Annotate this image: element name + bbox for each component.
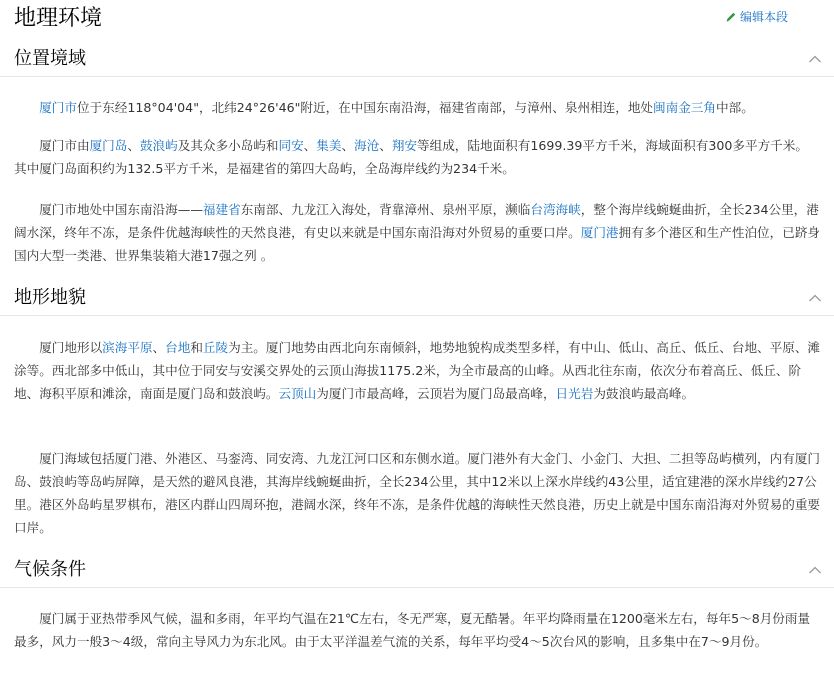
text-run: 为鼓浪屿最高峰。 — [593, 386, 695, 401]
paragraph — [14, 198, 820, 267]
paragraph — [14, 134, 820, 180]
text-run: 、 — [127, 138, 140, 153]
section-title: 气候条件 — [14, 559, 86, 580]
text-run: 位于东经118°04'04"，北纬24°26'46"附近，在中国东南沿海，福建省南部，与漳州、泉州相连，地处 — [76, 100, 654, 115]
text-run: 、 — [379, 138, 392, 153]
page-title: 地理环境 — [14, 6, 103, 31]
section-header-climate — [0, 555, 834, 588]
text-run: 等组成，陆地面积有1699.39平方千米，海域面积有300多平方千米。其中厦门岛面积约为132.5平方千米，是福建省的第四大岛屿，全岛海岸线约为234千米。 — [14, 138, 808, 176]
inline-link[interactable]: 翔安 — [391, 138, 417, 153]
inline-link[interactable]: 厦门市 — [39, 100, 77, 115]
inline-link[interactable]: 福建省 — [202, 202, 241, 217]
chevron-up-icon[interactable] — [808, 291, 822, 305]
text-run: 厦门海域包括厦门港、外港区、马銮湾、同安湾、九龙江河口区和东侧水道。厦门港外有大金门、小金门、大担、二担等岛屿横列，内有厦门岛、鼓浪屿等岛屿屏障，是天然的避风良港，其海岸线蜿蜒曲折，全长234公里，其中12米以上深水岸线约43公里，适宜建港的深水岸线约27公里。港区外岛屿星罗棋布，港区内群山四周环抱，港阔水深，终年不冻，是条件优越的海峡性天然良港，历史上就是中国东南沿海对外贸易的重要口岸。 — [14, 451, 820, 535]
paragraph — [14, 607, 820, 653]
paragraph — [14, 96, 820, 119]
edit-section-link[interactable] — [725, 8, 788, 26]
inline-link[interactable]: 厦门岛 — [89, 138, 128, 153]
text-run: 中部。 — [716, 100, 754, 115]
inline-link[interactable]: 日光岩 — [555, 386, 594, 401]
pencil-icon — [725, 11, 737, 23]
text-run: 为主。厦门地势由西北向东南倾斜，地势地貌构成类型多样，有中山、低山、高丘、低丘、台地、平原、滩涂等。西北部多中低山，其中位于同安与安溪交界处的云顶山海拔1175.2米，为全市最高的山峰。从西北往东南，依次分布着高丘、低丘、阶地、海积平原和滩涂，南面是厦门岛和鼓浪屿。 — [14, 340, 820, 401]
inline-link[interactable]: 丘陵 — [202, 340, 229, 355]
text-run: 厦门市由 — [39, 138, 90, 153]
text-run: 东南部、九龙江入海处，背靠漳州、泉州平原，濒临 — [240, 202, 531, 217]
text-run: 、 — [152, 340, 166, 355]
text-run: 、 — [341, 138, 355, 153]
text-run: 厦门市地处中国东南沿海—— — [39, 202, 203, 217]
inline-link[interactable]: 台地 — [165, 340, 191, 355]
paragraph — [14, 447, 820, 539]
text-run: 为厦门市最高峰，云顶岩为厦门岛最高峰， — [316, 386, 556, 401]
inline-link[interactable]: 滨海平原 — [102, 340, 153, 355]
section-header-terrain — [0, 283, 834, 316]
text-run: ，整个海岸线蜿蜒曲折，全长234公里，港阔水深，终年不冻，是条件优越海峡性的天然良港，有史以来就是中国东南沿海对外贸易的重要口岸。 — [14, 202, 819, 240]
text-run: 和 — [190, 340, 203, 355]
section-title: 地形地貌 — [14, 287, 86, 308]
inline-link[interactable]: 集美 — [316, 138, 342, 153]
paragraph — [14, 336, 820, 405]
inline-link[interactable]: 闽南金三角 — [653, 100, 716, 115]
inline-link[interactable]: 鼓浪屿 — [139, 138, 178, 153]
text-run: 厦门地形以 — [39, 340, 103, 355]
text-run: 厦门属于亚热带季风气候，温和多雨，年平均气温在21℃左右，冬无严寒，夏无酷暑。年平均降雨量在1200毫米左右，每年5～8月份雨量最多，风力一般3～4级，常向主导风力为东北风。由于太平洋温差气流的关系，每年平均受4～5次台风的影响，且多集中在7～9月份。 — [14, 611, 811, 649]
chevron-up-icon[interactable] — [808, 563, 822, 577]
section-header-location — [0, 44, 834, 77]
text-run: 、 — [303, 138, 317, 153]
chevron-up-icon[interactable] — [808, 52, 822, 66]
inline-link[interactable]: 海沧 — [354, 138, 380, 153]
inline-link[interactable]: 同安 — [278, 138, 304, 153]
text-run: 拥有多个港区和生产性泊位，已跻身国内大型一类港、世界集装箱大港17强之列 。 — [14, 225, 820, 263]
edit-section-label: 编辑本段 — [739, 10, 788, 24]
text-run: 及其众多小岛屿和 — [177, 138, 279, 153]
inline-link[interactable]: 云顶山 — [278, 386, 317, 401]
section-title: 位置境域 — [14, 48, 86, 69]
inline-link[interactable]: 台湾海峡 — [530, 202, 581, 217]
inline-link[interactable]: 厦门港 — [580, 225, 619, 240]
